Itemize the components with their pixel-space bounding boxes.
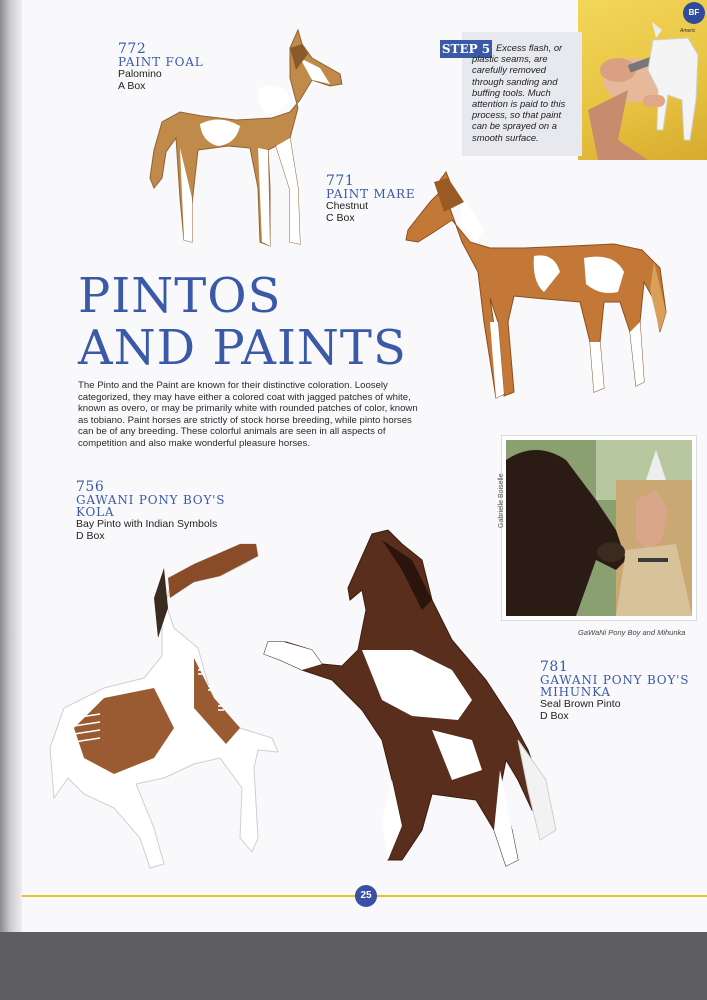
model-name-line-2: MIHUNKA xyxy=(540,685,611,699)
intro-paragraph: The Pinto and the Paint are known for their distinctive coloration. Loosely categorized, they may have either a colored coat with jagged patches of white, known as overo, or may be primarily white with rounded patches of color, known as tobiano. Paint horses are strictly of stock horse breeding, while pinto horses can be of any breeding. These colorful animals are seen in all aspects of competition and also make wonderful pleasure horses. xyxy=(78,380,418,449)
model-name: PAINT MARE xyxy=(326,187,416,201)
step-photo xyxy=(578,0,707,160)
step-badge: STEP 5 xyxy=(441,42,491,56)
model-number: 771 xyxy=(326,173,355,189)
model-name-line-1: GAWANI PONY BOY'S xyxy=(540,673,690,687)
page-number: 25 xyxy=(355,885,377,907)
model-box: C Box xyxy=(326,212,355,224)
model-number: 756 xyxy=(76,479,105,495)
paint-mare-image xyxy=(404,172,674,404)
page-title xyxy=(78,270,407,374)
model-color: Chestnut xyxy=(326,200,369,212)
model-name-line-1: GAWANI PONY BOY'S xyxy=(76,493,226,507)
logo-wordmark: Americ xyxy=(680,28,696,34)
model-771-label xyxy=(326,174,415,224)
paint-foal-image xyxy=(140,28,350,253)
model-781-label xyxy=(540,660,689,722)
photo-caption: GaWaNi Pony Boy and Mihunka xyxy=(578,628,686,637)
step-text: Excess flash, or plastic seams, are carefully removed through sanding and buffing tools. Much attention is paid to this process, so that paint can be sprayed on a smooth surface. xyxy=(472,42,566,143)
title-line-2: AND PAINTS xyxy=(78,320,407,376)
mihunka-horse-image xyxy=(262,530,562,876)
model-color: Bay Pinto with Indian Symbols xyxy=(76,518,218,530)
model-box: A Box xyxy=(118,80,146,92)
model-756-label xyxy=(76,480,225,542)
photo-credit: Gabrielle Boiselle xyxy=(498,473,505,528)
model-name-line-2: KOLA xyxy=(76,505,115,519)
kola-horse-image xyxy=(44,538,284,876)
breyer-logo-icon: BF xyxy=(683,2,705,24)
title-line-1: PINTOS xyxy=(78,268,282,324)
model-box: D Box xyxy=(76,530,105,542)
model-color: Palomino xyxy=(118,68,162,80)
hands-sanding-model-image xyxy=(578,0,707,160)
model-box: D Box xyxy=(540,710,569,722)
page-spine xyxy=(0,0,22,932)
model-number: 772 xyxy=(118,41,147,57)
scan-bottom-edge xyxy=(0,932,707,1000)
model-number: 781 xyxy=(540,659,569,675)
model-color: Seal Brown Pinto xyxy=(540,698,621,710)
model-name: PAINT FOAL xyxy=(118,55,204,69)
